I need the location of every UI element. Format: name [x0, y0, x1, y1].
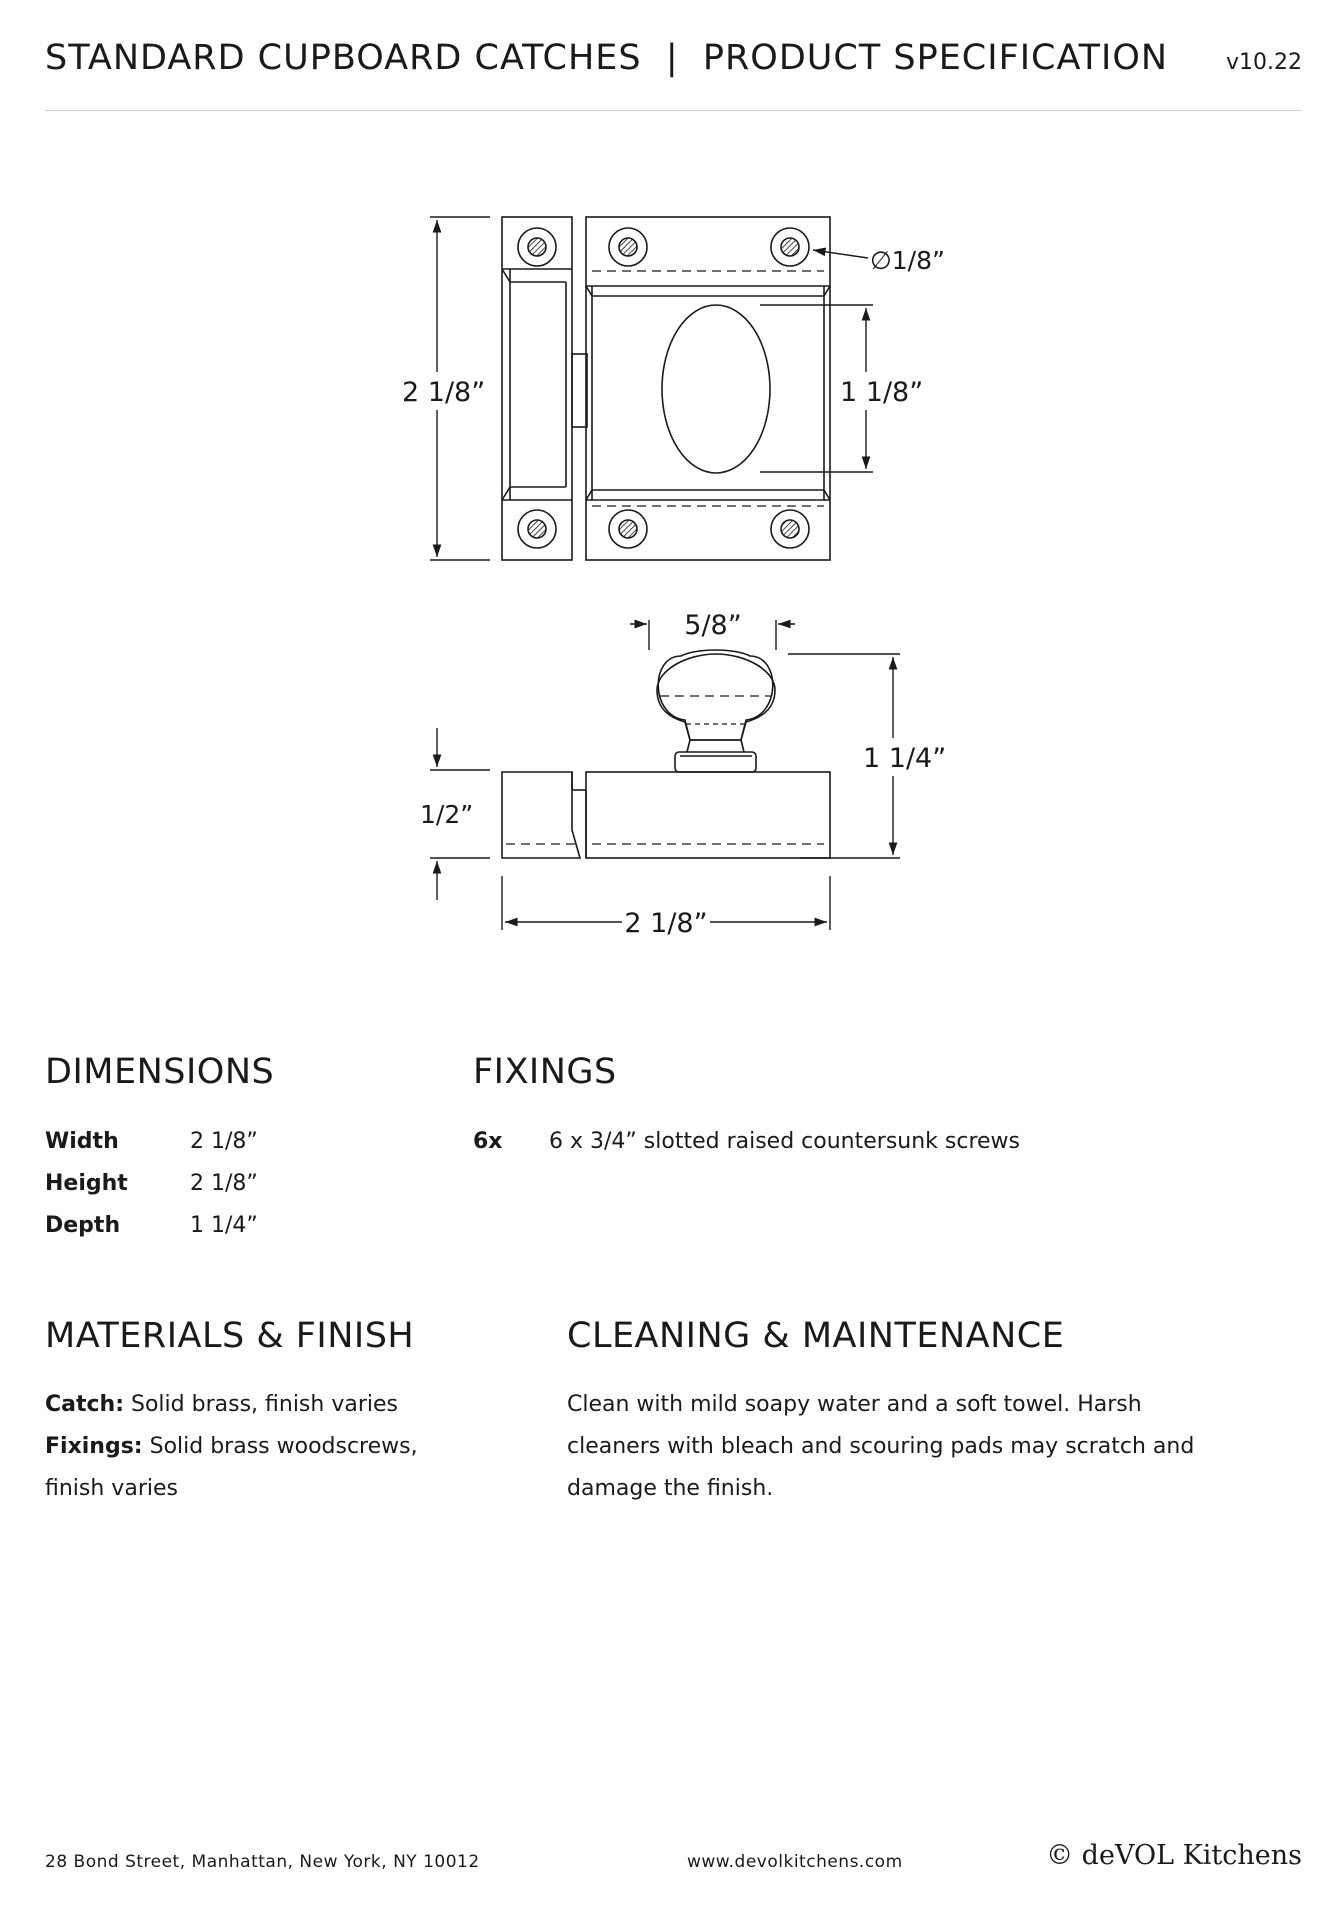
cleaning-section — [567, 1316, 1207, 1510]
screw-top-left — [518, 228, 556, 266]
knob-width-label: 5/8” — [684, 610, 742, 641]
cleaning-title: CLEANING & MAINTENANCE — [567, 1316, 1065, 1356]
materials-catch-line — [45, 1384, 465, 1426]
dimension-row-height — [45, 1162, 445, 1204]
materials-section — [45, 1316, 465, 1510]
front-dimensions — [430, 217, 873, 560]
version-label: v10.22 — [1225, 50, 1302, 75]
screw-bottom-left — [518, 510, 556, 548]
screw-bottom-middle — [609, 510, 647, 548]
side-width-label: 2 1/8” — [624, 908, 708, 939]
dimension-row-depth — [45, 1204, 445, 1246]
side-height-label: 1 1/4” — [863, 743, 947, 774]
brand-logo: © deVOL Kitchens — [1046, 1840, 1302, 1871]
materials-text — [45, 1384, 465, 1510]
front-height-label: 2 1/8” — [402, 377, 486, 408]
dimension-label: Height — [45, 1170, 128, 1196]
page-title: STANDARD CUPBOARD CATCHES | PRODUCT SPECIFICATION — [45, 38, 1169, 78]
screw-top-middle — [609, 228, 647, 266]
side-view — [502, 650, 830, 858]
dimension-value: 2 1/8” — [190, 1170, 258, 1196]
fixings-section — [473, 1052, 1253, 1162]
fixing-description: 6 x 3/4” slotted raised countersunk screws — [549, 1128, 1021, 1154]
fixings-text: Solid brass woodscrews, finish varies — [45, 1434, 425, 1501]
dimension-row-width — [45, 1120, 445, 1162]
dimensions-title: DIMENSIONS — [45, 1052, 275, 1092]
dimensions-table — [45, 1120, 445, 1246]
base-height-label: 1/2” — [420, 800, 474, 829]
footer-address: 28 Bond Street, Manhattan, New York, NY 10012 — [45, 1852, 480, 1872]
dimension-label: Depth — [45, 1212, 121, 1238]
fixing-quantity: 6x — [473, 1128, 503, 1154]
fixing-row — [473, 1120, 1253, 1162]
screw-bottom-right — [771, 510, 809, 548]
knob-height-label: 1 1/8” — [840, 377, 924, 408]
screw-top-right — [771, 228, 809, 266]
front-view — [502, 217, 830, 560]
fixings-label: Fixings: — [45, 1434, 143, 1459]
materials-fixings-line — [45, 1426, 465, 1510]
cleaning-text: Clean with mild soapy water and a soft towel. Harsh cleaners with bleach and scouring pads may scratch and damage the finish. — [567, 1392, 1195, 1501]
catch-label: Catch: — [45, 1392, 125, 1417]
materials-title: MATERIALS & FINISH — [45, 1316, 415, 1356]
dimension-value: 1 1/4” — [190, 1212, 258, 1238]
page-footer — [45, 1840, 1302, 1880]
screw-diameter-label: ∅1/8” — [870, 246, 945, 275]
dimensions-section — [45, 1052, 445, 1246]
fixings-title: FIXINGS — [473, 1052, 617, 1092]
catch-text: Solid brass, finish varies — [124, 1392, 398, 1417]
dimension-label: Width — [45, 1128, 119, 1154]
dimension-value: 2 1/8” — [190, 1128, 258, 1154]
footer-website-link[interactable]: www.devolkitchens.com — [687, 1852, 903, 1872]
